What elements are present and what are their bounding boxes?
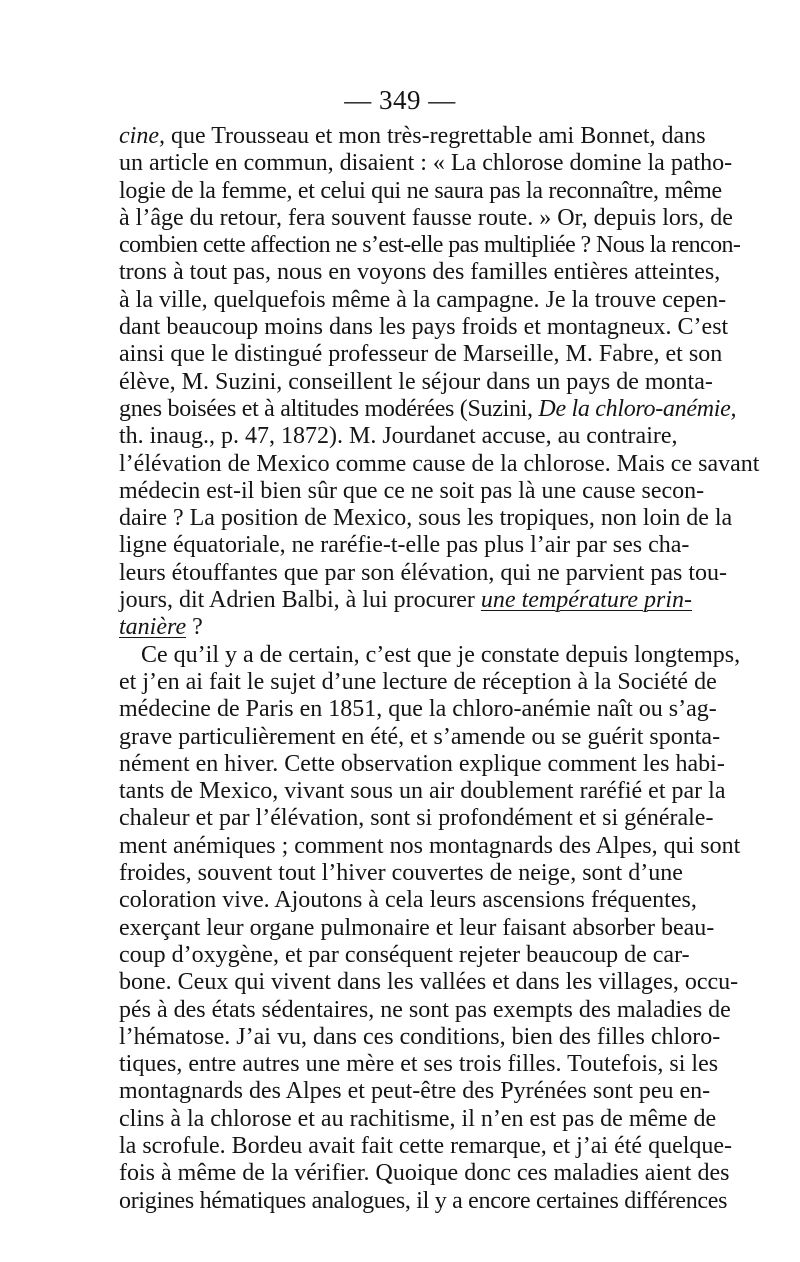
text-line: bone. Ceux qui vivent dans les vallées et dans les villages, occu- [119, 969, 739, 996]
text-line: l’hématose. J’ai vu, dans ces conditions, bien des filles chloro- [119, 1023, 721, 1050]
text-line: montagnards des Alpes et peut-être des Pyrénées sont peu en- [119, 1078, 711, 1105]
text-line: médecin est-il bien sûr que ce ne soit pas là une cause secon- [119, 477, 705, 504]
text-line: tanière ? [119, 614, 203, 641]
text-line: ainsi que le distingué professeur de Marseille, M. Fabre, et son [119, 341, 723, 368]
text-line: th. inaug., p. 47, 1872). M. Jourdanet accuse, au contraire, [119, 423, 678, 450]
text-line: médecine de Paris en 1851, que la chloro-anémie naît ou s’ag- [119, 696, 717, 723]
text-line: un article en commun, disaient : « La chlorose domine la patho- [119, 150, 733, 177]
text-line: tiques, entre autres une mère et ses trois filles. Toutefois, si les [119, 1051, 719, 1078]
paragraph-first-line: Ce qu’il y a de certain, c’est que je constate depuis longtemps, [141, 641, 741, 668]
text-line: origines hématiques analogues, il y a encore certaines différences [119, 1187, 728, 1214]
text-line: tants de Mexico, vivant sous un air doublement raréfié et par la [119, 778, 726, 805]
text-line: leurs étouffantes que par son élévation, qui ne parvient pas tou- [119, 559, 728, 586]
text-line: gnes boisées et à altitudes modérées (Suzini, De la chloro-anémie, [119, 395, 737, 422]
text-line: et j’en ai fait le sujet d’une lecture de réception à la Société de [119, 668, 717, 695]
text-line: combien cette affection ne s’est-elle pas multipliée ? Nous la rencon- [119, 232, 741, 259]
text-line: ligne équatoriale, ne raréfie-t-elle pas plus l’air par ses cha- [119, 532, 690, 559]
text-line: la scrofule. Bordeu avait fait cette remarque, et j’ai été quelque- [119, 1132, 733, 1159]
text-line: à l’âge du retour, fera souvent fausse route. » Or, depuis lors, de [119, 204, 733, 231]
text-line: pés à des états sédentaires, ne sont pas exempts des maladies de [119, 996, 731, 1023]
text-line: exerçant leur organe pulmonaire et leur faisant absorber beau- [119, 914, 715, 941]
text-line: jours, dit Adrien Balbi, à lui procurer une température prin- [119, 587, 692, 614]
text-line: nément en hiver. Cette observation explique comment les habi- [119, 750, 725, 777]
text-line: dant beaucoup moins dans les pays froids et montagneux. C’est [119, 314, 729, 341]
text-line: fois à même de la vérifier. Quoique donc ces maladies aient des [119, 1160, 730, 1187]
page-number: — 349 — [344, 85, 456, 115]
italic-text: De la chloro-anémie, [538, 395, 737, 422]
text-line: logie de la femme, et celui qui ne saura pas la reconnaître, même [119, 177, 722, 204]
text-line: clins à la chlorose et au rachitisme, il n’en est pas de même de [119, 1105, 717, 1132]
text-line: trons à tout pas, nous en voyons des familles entières atteintes, [119, 259, 721, 286]
text-line: élève, M. Suzini, conseillent le séjour dans un pays de monta- [119, 368, 713, 395]
underlined-italic-text: une température prin- [480, 587, 692, 614]
text-line: chaleur et par l’élévation, sont si profondément et si générale- [119, 805, 714, 832]
text-line: coloration vive. Ajoutons à cela leurs ascensions fréquentes, [119, 887, 697, 914]
text-line: froides, souvent tout l’hiver couvertes de neige, sont d’une [119, 860, 683, 887]
text-line: daire ? La position de Mexico, sous les tropiques, non loin de la [119, 505, 733, 532]
text-line: grave particulièrement en été, et s’amende ou se guérit sponta- [119, 723, 721, 750]
text-line: à la ville, quelquefois même à la campagne. Je la trouve cepen- [119, 286, 727, 313]
text-line: ment anémiques ; comment nos montagnards des Alpes, qui sont [119, 832, 741, 859]
text-line: coup d’oxygène, et par conséquent rejeter beaucoup de car- [119, 941, 690, 968]
underlined-italic-text: tanière [119, 614, 187, 641]
text-line: l’élévation de Mexico comme cause de la chlorose. Mais ce savant [119, 450, 760, 477]
italic-text: cine, [119, 123, 165, 149]
text-line: cine, que Trousseau et mon très-regrettable ami Bonnet, dans [119, 123, 706, 149]
body-text [119, 123, 760, 1215]
